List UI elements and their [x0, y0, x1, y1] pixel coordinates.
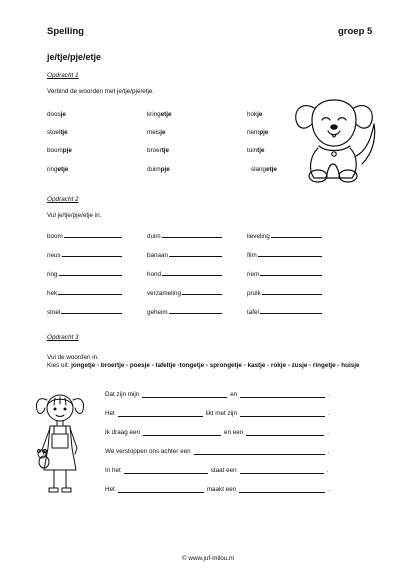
exercise2-item: [247, 289, 322, 297]
answer-blank[interactable]: [258, 251, 322, 257]
answer-blank[interactable]: [64, 232, 122, 238]
word-suffix: tje: [257, 147, 265, 154]
word-stem: duim: [147, 166, 161, 173]
exercise1-word: [147, 166, 170, 173]
exercise1-word: [47, 111, 66, 118]
sentence-text-middle: maakt een: [206, 486, 237, 493]
exercise1-word: [47, 129, 68, 136]
word-stem: ring: [47, 271, 58, 278]
sentence-text-middle: staat een: [210, 467, 237, 474]
exercise3-sentence: [105, 429, 329, 436]
exercise1-heading: Opdracht 1: [47, 72, 79, 79]
choose-label: Kies uit:: [47, 362, 72, 369]
word-stem: geheim: [147, 309, 168, 316]
girl-illustration: [30, 388, 90, 500]
answer-blank[interactable]: [194, 449, 325, 455]
exercise3-word-list: [47, 362, 365, 370]
exercise3-sentence: [105, 391, 330, 398]
answer-blank[interactable]: [271, 232, 322, 238]
exercise2-item: [47, 232, 122, 240]
exercise1-word: [247, 147, 265, 154]
answer-blank[interactable]: [240, 468, 324, 474]
word-suffix: je: [257, 111, 263, 118]
word-suffix: etje: [160, 111, 172, 118]
exercise3-sentence: [105, 410, 330, 417]
exercise1-word: [47, 166, 68, 173]
exercise1-word: [251, 166, 277, 173]
exercise2-item: [47, 289, 122, 297]
sentence-text-middle: en een: [224, 429, 244, 436]
word-stem: riem: [247, 271, 260, 278]
answer-blank[interactable]: [240, 392, 325, 398]
exercise3-sentence: [105, 486, 330, 493]
exercise2-item: [47, 251, 122, 259]
sentence-end: .: [328, 391, 331, 398]
exercise1-word: [247, 129, 268, 136]
word-suffix: tje: [161, 147, 170, 154]
answer-blank[interactable]: [162, 232, 222, 238]
answer-blank[interactable]: [239, 487, 325, 493]
word-stem: riem: [247, 129, 260, 136]
answer-blank[interactable]: [169, 308, 222, 314]
sentence-text-start: Het: [105, 410, 115, 417]
sentence-text-start: Dat zijn mijn: [105, 391, 140, 398]
answer-blank[interactable]: [240, 411, 325, 417]
sentence-text-start: Ik draag een: [105, 429, 141, 436]
word-stem: kring: [147, 111, 161, 118]
answer-blank[interactable]: [59, 270, 122, 276]
exercise2-instruction: Vul je/tje/pje/etje in.: [47, 212, 102, 219]
exercise2-item: [147, 251, 222, 259]
word-suffix: je: [60, 111, 66, 118]
word-stem: boom: [47, 147, 63, 154]
exercise2-item: [247, 270, 322, 278]
word-suffix: pje: [259, 129, 269, 136]
answer-blank[interactable]: [260, 270, 322, 276]
answer-blank[interactable]: [62, 251, 122, 257]
sentence-text-start: In het: [105, 467, 121, 474]
exercise2-item: [47, 308, 122, 316]
exercise2-item: [147, 289, 222, 297]
word-stem: film: [247, 252, 257, 259]
exercise2-heading: Opdracht 2: [47, 196, 79, 203]
sentence-end: .: [327, 429, 330, 436]
answer-blank[interactable]: [182, 289, 222, 295]
word-options: jongetje - broertje - poesje - tafeltje -tongetje - sprongetje - kastje - rokje - zusje - ringetje - huisje: [71, 362, 360, 369]
word-stem: lieveling: [247, 233, 270, 240]
exercise1-word: [147, 129, 166, 136]
sentence-end: .: [327, 448, 330, 455]
exercise3-sentence: [105, 448, 329, 455]
group-label: groep 5: [338, 26, 373, 37]
answer-blank[interactable]: [142, 392, 227, 398]
word-stem: banaan: [147, 252, 169, 259]
answer-blank[interactable]: [61, 308, 122, 314]
exercise3-heading: Opdracht 3: [47, 334, 79, 341]
sentence-text-middle: likt met zijn: [205, 410, 237, 417]
answer-blank[interactable]: [58, 289, 122, 295]
answer-blank[interactable]: [260, 308, 322, 314]
word-suffix: tje: [60, 129, 68, 136]
exercise2-item: [247, 308, 322, 316]
word-suffix: pje: [62, 147, 72, 154]
word-suffix: etje: [57, 166, 69, 173]
exercise3-instruction: Vul de woorden in.: [47, 354, 99, 361]
footer-copyright: © www.juf-milou.nl: [182, 555, 234, 562]
answer-blank[interactable]: [118, 411, 203, 417]
exercise2-item: [47, 270, 122, 278]
exercise3-sentence: [105, 467, 328, 474]
word-stem: duim: [147, 233, 161, 240]
answer-blank[interactable]: [143, 430, 221, 436]
word-stem: ring: [47, 166, 58, 173]
exercise1-word: [147, 111, 172, 118]
exercise2-item: [147, 270, 222, 278]
word-stem: tuin: [247, 147, 258, 154]
exercise2-item: [147, 232, 222, 240]
answer-blank[interactable]: [262, 289, 322, 295]
answer-blank[interactable]: [162, 270, 222, 276]
sentence-text-start: We verstoppen ons achter een: [105, 448, 191, 455]
worksheet-title: Spelling: [47, 26, 84, 37]
word-stem: stoel: [47, 129, 61, 136]
word-stem: broer: [147, 147, 162, 154]
word-stem: boom: [47, 233, 63, 240]
sentence-end: .: [327, 410, 330, 417]
exercise2-item: [247, 251, 322, 259]
word-stem: slang: [251, 166, 267, 173]
word-stem: neus: [47, 252, 61, 259]
word-stem: pruik: [247, 290, 261, 297]
answer-blank[interactable]: [169, 251, 222, 257]
answer-blank[interactable]: [246, 430, 324, 436]
word-suffix: etje: [266, 166, 277, 173]
answer-blank[interactable]: [124, 468, 208, 474]
exercise1-word: [47, 147, 72, 154]
sentence-end: .: [328, 486, 330, 493]
word-stem: hek: [47, 290, 58, 297]
word-stem: stoel: [47, 309, 61, 316]
exercise1-instruction: Verbind de woorden met je/tje/pje/etje.: [47, 88, 155, 95]
word-stem: doos: [47, 111, 61, 118]
sentence-end: .: [326, 467, 329, 474]
exercise2-item: [147, 308, 222, 316]
sentence-text-middle: en: [230, 391, 238, 398]
answer-blank[interactable]: [118, 487, 204, 493]
subtitle: je/tje/pje/etje: [47, 52, 102, 62]
word-stem: meis: [147, 129, 161, 136]
word-suffix: pje: [160, 166, 170, 173]
word-stem: hok: [247, 111, 258, 118]
sentence-text-start: Het: [105, 486, 115, 493]
word-stem: verzameling: [147, 290, 181, 297]
exercise1-word: [247, 111, 262, 118]
exercise1-word: [147, 147, 169, 154]
word-stem: tafel: [247, 309, 259, 316]
word-stem: hond: [147, 271, 162, 278]
word-suffix: je: [160, 129, 166, 136]
dog-illustration: [288, 94, 380, 186]
exercise2-item: [247, 232, 322, 240]
